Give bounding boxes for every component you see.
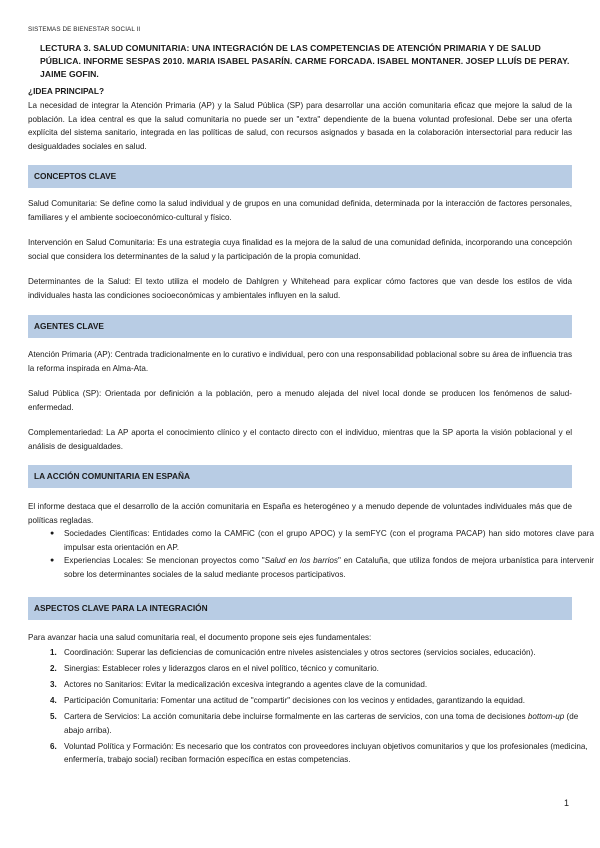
section-heading-conceptos: CONCEPTOS CLAVE bbox=[28, 165, 572, 188]
agent-salud-publica: Salud Pública (SP): Orientada por definición a la población, pero a menudo alejada del nivel local donde se producen los fenómenos de salud-enfermedad. bbox=[28, 389, 572, 412]
agent-atencion-primaria: Atención Primaria (AP): Centrada tradicionalmente en lo curativo e individual, pero con una responsabilidad poblacional sobre su área de influencia tras la reforma inspirada en Alma-Ata. bbox=[28, 350, 572, 373]
list-item: 3. Actores no Sanitarios: Evitar la medicalización excesiva integrando a agentes clave de la comunidad. bbox=[50, 680, 428, 689]
page-number: 1 bbox=[564, 798, 570, 808]
bullet-label: Experiencias Locales: bbox=[64, 556, 144, 565]
main-idea-text: La necesidad de integrar la Atención Primaria (AP) y la Salud Pública (SP) para desarrollar una acción comunitaria eficaz que mejore la salud de la población. La idea central es que la salud comunitaria no puede ser un "extra" dependiente de la buena voluntad profesional. Debe ser una oferta explícita del sistema sanitario, integrada en las políticas de salud, con recursos asignados y basada en la colaboración intersectorial para reducir las desigualdades sociales en salud. bbox=[28, 101, 572, 151]
list-item: ● Experiencias Locales: Se mencionan proyectos como "Salud en los barrios" en Cataluña, que utiliza fondos de mejora urbanística para intervenir sobre los determinantes sociales de la salud mediante procesos participativos. bbox=[50, 554, 594, 581]
concept-determinantes: Determinantes de la Salud: El texto utiliza el modelo de Dahlgren y Whitehead para explicar cómo factores que van desde los estilos de vida individuales hasta las condiciones socioeconómicas y ambientales influyen en la salud. bbox=[28, 277, 572, 300]
concept-salud-comunitaria: Salud Comunitaria: Se define como la salud individual y de grupos en una comunidad definida, determinada por la interacción de factores personales, familiares y el ambiente socioeconómico-cultural y físico. bbox=[28, 199, 572, 222]
aspectos-intro: Para avanzar hacia una salud comunitaria real, el documento propone seis ejes fundamentales: bbox=[28, 633, 372, 642]
list-item: 2. Sinergias: Establecer roles y liderazgos claros en el nivel político, técnico y comunitario. bbox=[50, 664, 379, 673]
section-heading-aspectos: ASPECTOS CLAVE PARA LA INTEGRACIÓN bbox=[28, 597, 572, 620]
bullet-label: Sociedades Científicas: bbox=[64, 529, 150, 538]
agent-complementariedad: Complementariedad: La AP aporta el conocimiento clínico y el contacto directo con el individuo, mientras que la SP aporta la visión poblacional y el análisis de desigualdades. bbox=[28, 428, 572, 451]
section-heading-agentes: AGENTES CLAVE bbox=[28, 315, 572, 338]
accion-bullet-list bbox=[28, 527, 594, 581]
document-title: LECTURA 3. SALUD COMUNITARIA: UNA INTEGRACIÓN DE LAS COMPETENCIAS DE ATENCIÓN PRIMARIA Y DE SALUD PÚBLICA. INFORME SESPAS 2010. MARIA ISABEL PASARÍN. CARME FORCADA. ISABEL MONTANER. JOSEP LLUÍS DE PERAY. JAIME GOFIN. bbox=[40, 43, 570, 79]
list-item: 4. Participación Comunitaria: Fomentar una actitud de "compartir" decisiones con los vecinos y entidades, garantizando la equidad. bbox=[50, 696, 526, 705]
accion-intro: El informe destaca que el desarrollo de la acción comunitaria en España es heterogéneo y a menudo depende de voluntades individuales más que de políticas regladas. bbox=[28, 502, 572, 525]
list-item: 6. Voluntad Política y Formación: Es necesario que los contratos con proveedores incluyan objetivos comunitarios y que los profesionales (medicina, enfermería, trabajo social) reciban formación específica en estas competencias. bbox=[50, 741, 588, 764]
section-heading-accion: LA ACCIÓN COMUNITARIA EN ESPAÑA bbox=[28, 465, 572, 488]
main-idea-question: ¿IDEA PRINCIPAL? bbox=[28, 86, 105, 96]
list-item: 1. Coordinación: Superar las deficiencias de comunicación entre niveles asistenciales y otros sectores (servicios sociales, educación). bbox=[50, 648, 536, 657]
list-item: ● Sociedades Científicas: Entidades como la CAMFiC (con el grupo APOC) y la semFYC (con el programa PACAP) han sido motores clave para impulsar esta orientación en AP. bbox=[50, 527, 594, 554]
running-header: SISTEMAS DE BIENESTAR SOCIAL II bbox=[28, 26, 141, 33]
aspectos-numbered-list bbox=[28, 646, 594, 769]
list-item: 5. Cartera de Servicios: La acción comunitaria debe incluirse formalmente en las carteras de servicios, con una toma de decisiones bottom-up (de abajo arriba). bbox=[50, 712, 579, 735]
concept-intervencion: Intervención en Salud Comunitaria: Es una estrategia cuya finalidad es la mejora de la salud de una comunidad definida, incorporando una concepción social que considera los determinantes de la salud y la participación de la propia comunidad. bbox=[28, 238, 572, 261]
